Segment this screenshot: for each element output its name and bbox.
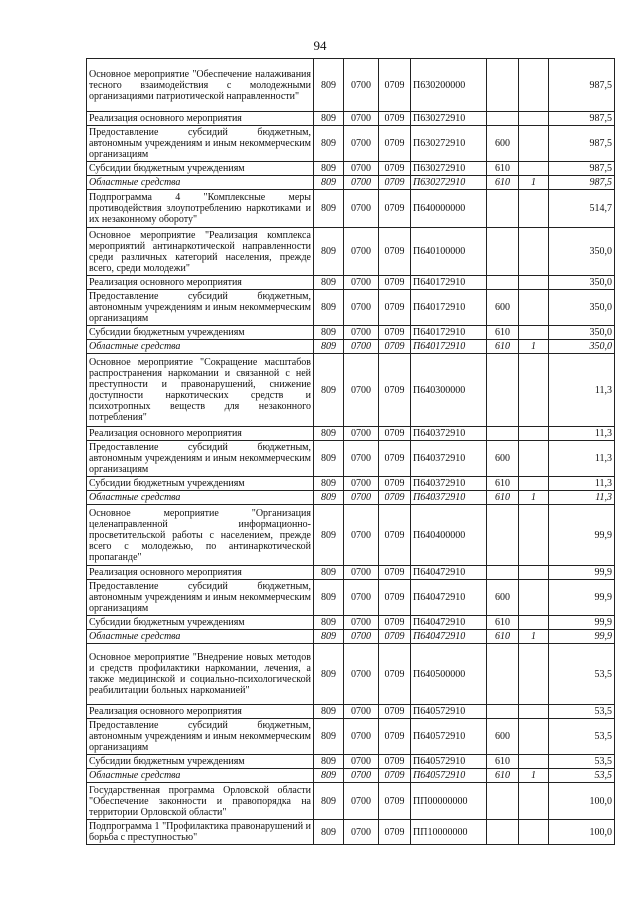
page-number: 94 <box>313 38 327 53</box>
expense-type-code: 610 <box>487 755 519 769</box>
section-code: 0700 <box>344 477 379 491</box>
section-code: 0700 <box>344 616 379 630</box>
funding-code <box>519 112 549 126</box>
target-code: П640572910 <box>411 705 487 719</box>
amount: 53,5 <box>549 769 615 783</box>
expense-type-code <box>487 228 519 276</box>
section-code: 0700 <box>344 769 379 783</box>
row-name: Предоставление субсидий бюджетным, автономным учреждениям и иным некоммерческим организациям <box>87 290 314 326</box>
subsection-code: 0709 <box>379 491 411 505</box>
subsection-code: 0709 <box>379 326 411 340</box>
amount: 99,9 <box>549 616 615 630</box>
target-code: П640172910 <box>411 340 487 354</box>
subsection-code: 0709 <box>379 630 411 644</box>
section-code: 0700 <box>344 340 379 354</box>
admin-code: 809 <box>314 820 344 845</box>
table-row <box>87 491 615 505</box>
target-code: П640472910 <box>411 566 487 580</box>
admin-code: 809 <box>314 290 344 326</box>
table-row <box>87 580 615 616</box>
amount: 99,9 <box>549 566 615 580</box>
funding-code <box>519 566 549 580</box>
row-name: Предоставление субсидий бюджетным, автономным учреждениям и иным некоммерческим организациям <box>87 126 314 162</box>
admin-code: 809 <box>314 441 344 477</box>
amount: 99,9 <box>549 505 615 566</box>
funding-code <box>519 162 549 176</box>
section-code: 0700 <box>344 580 379 616</box>
amount: 350,0 <box>549 228 615 276</box>
subsection-code: 0709 <box>379 126 411 162</box>
admin-code: 809 <box>314 276 344 290</box>
amount: 11,3 <box>549 427 615 441</box>
target-code: П630200000 <box>411 59 487 112</box>
row-name: Основное мероприятие "Организация целенаправленной информационно-просветительской работы с населением, прежде всего с молодежью, по антинаркотической пропаганде" <box>87 505 314 566</box>
table-row <box>87 441 615 477</box>
funding-code <box>519 783 549 820</box>
admin-code: 809 <box>314 326 344 340</box>
target-code: П640572910 <box>411 769 487 783</box>
subsection-code: 0709 <box>379 290 411 326</box>
target-code: П640472910 <box>411 630 487 644</box>
row-name: Субсидии бюджетным учреждениям <box>87 162 314 176</box>
expense-type-code <box>487 783 519 820</box>
expense-type-code <box>487 112 519 126</box>
amount: 99,9 <box>549 580 615 616</box>
table-row <box>87 705 615 719</box>
section-code: 0700 <box>344 630 379 644</box>
admin-code: 809 <box>314 630 344 644</box>
funding-code <box>519 276 549 290</box>
funding-code: 1 <box>519 176 549 190</box>
target-code: П630272910 <box>411 162 487 176</box>
row-name: Областные средства <box>87 340 314 354</box>
section-code: 0700 <box>344 441 379 477</box>
table-row <box>87 477 615 491</box>
expense-type-code: 600 <box>487 290 519 326</box>
amount: 11,3 <box>549 491 615 505</box>
section-code: 0700 <box>344 126 379 162</box>
funding-code <box>519 705 549 719</box>
target-code: П640372910 <box>411 441 487 477</box>
expense-type-code: 610 <box>487 340 519 354</box>
amount: 987,5 <box>549 162 615 176</box>
subsection-code: 0709 <box>379 427 411 441</box>
expense-type-code <box>487 59 519 112</box>
subsection-code: 0709 <box>379 566 411 580</box>
row-name: Областные средства <box>87 630 314 644</box>
table-row <box>87 630 615 644</box>
row-name: Областные средства <box>87 769 314 783</box>
expense-type-code <box>487 190 519 228</box>
table-row <box>87 755 615 769</box>
target-code: П640372910 <box>411 477 487 491</box>
amount: 53,5 <box>549 755 615 769</box>
admin-code: 809 <box>314 580 344 616</box>
funding-code <box>519 427 549 441</box>
target-code: П640372910 <box>411 491 487 505</box>
section-code: 0700 <box>344 112 379 126</box>
funding-code <box>519 228 549 276</box>
amount: 100,0 <box>549 820 615 845</box>
table-row <box>87 616 615 630</box>
table-row <box>87 566 615 580</box>
admin-code: 809 <box>314 190 344 228</box>
section-code: 0700 <box>344 176 379 190</box>
funding-code <box>519 59 549 112</box>
expense-type-code: 610 <box>487 491 519 505</box>
amount: 53,5 <box>549 719 615 755</box>
funding-code: 1 <box>519 769 549 783</box>
funding-code <box>519 820 549 845</box>
row-name: Субсидии бюджетным учреждениям <box>87 477 314 491</box>
target-code: П640472910 <box>411 616 487 630</box>
expense-type-code: 610 <box>487 477 519 491</box>
funding-code <box>519 190 549 228</box>
expense-type-code: 610 <box>487 616 519 630</box>
row-name: Предоставление субсидий бюджетным, автономным учреждениям и иным некоммерческим организациям <box>87 580 314 616</box>
admin-code: 809 <box>314 616 344 630</box>
section-code: 0700 <box>344 427 379 441</box>
amount: 987,5 <box>549 176 615 190</box>
admin-code: 809 <box>314 769 344 783</box>
table-row <box>87 112 615 126</box>
expense-type-code: 610 <box>487 630 519 644</box>
expense-type-code: 610 <box>487 769 519 783</box>
row-name: Субсидии бюджетным учреждениям <box>87 616 314 630</box>
row-name: Подпрограмма 1 "Профилактика правонарушений и борьба с преступностью" <box>87 820 314 845</box>
expense-type-code <box>487 644 519 705</box>
target-code: П640172910 <box>411 326 487 340</box>
target-code: П640572910 <box>411 755 487 769</box>
row-name: Предоставление субсидий бюджетным, автономным учреждениям и иным некоммерческим организациям <box>87 719 314 755</box>
funding-code <box>519 354 549 427</box>
subsection-code: 0709 <box>379 616 411 630</box>
admin-code: 809 <box>314 176 344 190</box>
section-code: 0700 <box>344 505 379 566</box>
admin-code: 809 <box>314 491 344 505</box>
funding-code <box>519 755 549 769</box>
subsection-code: 0709 <box>379 340 411 354</box>
subsection-code: 0709 <box>379 354 411 427</box>
subsection-code: 0709 <box>379 755 411 769</box>
table-row <box>87 126 615 162</box>
funding-code <box>519 580 549 616</box>
row-name: Реализация основного мероприятия <box>87 566 314 580</box>
expense-type-code <box>487 820 519 845</box>
expense-type-code: 610 <box>487 162 519 176</box>
admin-code: 809 <box>314 162 344 176</box>
section-code: 0700 <box>344 162 379 176</box>
subsection-code: 0709 <box>379 719 411 755</box>
admin-code: 809 <box>314 112 344 126</box>
target-code: П640172910 <box>411 276 487 290</box>
table-row <box>87 190 615 228</box>
table-row <box>87 290 615 326</box>
subsection-code: 0709 <box>379 112 411 126</box>
funding-code: 1 <box>519 491 549 505</box>
target-code: П640400000 <box>411 505 487 566</box>
target-code: П640472910 <box>411 580 487 616</box>
funding-code <box>519 616 549 630</box>
expense-type-code <box>487 505 519 566</box>
subsection-code: 0709 <box>379 820 411 845</box>
amount: 350,0 <box>549 326 615 340</box>
amount: 350,0 <box>549 276 615 290</box>
subsection-code: 0709 <box>379 580 411 616</box>
table-row <box>87 276 615 290</box>
admin-code: 809 <box>314 427 344 441</box>
subsection-code: 0709 <box>379 162 411 176</box>
expense-type-code <box>487 354 519 427</box>
amount: 987,5 <box>549 59 615 112</box>
admin-code: 809 <box>314 340 344 354</box>
target-code: ПП00000000 <box>411 783 487 820</box>
amount: 11,3 <box>549 477 615 491</box>
funding-code: 1 <box>519 340 549 354</box>
subsection-code: 0709 <box>379 505 411 566</box>
expense-type-code: 600 <box>487 441 519 477</box>
amount: 350,0 <box>549 290 615 326</box>
section-code: 0700 <box>344 644 379 705</box>
section-code: 0700 <box>344 820 379 845</box>
amount: 11,3 <box>549 354 615 427</box>
row-name: Областные средства <box>87 491 314 505</box>
section-code: 0700 <box>344 491 379 505</box>
expense-type-code: 610 <box>487 326 519 340</box>
target-code: П640372910 <box>411 427 487 441</box>
amount: 514,7 <box>549 190 615 228</box>
subsection-code: 0709 <box>379 705 411 719</box>
expense-type-code: 610 <box>487 176 519 190</box>
funding-code <box>519 441 549 477</box>
subsection-code: 0709 <box>379 477 411 491</box>
admin-code: 809 <box>314 719 344 755</box>
table-row <box>87 340 615 354</box>
section-code: 0700 <box>344 190 379 228</box>
admin-code: 809 <box>314 126 344 162</box>
row-name: Основное мероприятие "Реализация комплекса мероприятий антинаркотической направленности среди различных категорий населения, прежде всего, среди молодежи" <box>87 228 314 276</box>
amount: 53,5 <box>549 644 615 705</box>
subsection-code: 0709 <box>379 228 411 276</box>
section-code: 0700 <box>344 783 379 820</box>
section-code: 0700 <box>344 719 379 755</box>
subsection-code: 0709 <box>379 769 411 783</box>
target-code: П640300000 <box>411 354 487 427</box>
amount: 350,0 <box>549 340 615 354</box>
row-name: Реализация основного мероприятия <box>87 427 314 441</box>
row-name: Основное мероприятие "Сокращение масштабов распространения наркомании и связанной с ней преступности и правонарушений, снижение доступности наркотических средств и психотропных веществ для незаконного потребления" <box>87 354 314 427</box>
target-code: П630272910 <box>411 126 487 162</box>
row-name: Предоставление субсидий бюджетным, автономным учреждениям и иным некоммерческим организациям <box>87 441 314 477</box>
section-code: 0700 <box>344 228 379 276</box>
target-code: П640000000 <box>411 190 487 228</box>
funding-code <box>519 477 549 491</box>
section-code: 0700 <box>344 326 379 340</box>
target-code: П630272910 <box>411 176 487 190</box>
admin-code: 809 <box>314 755 344 769</box>
subsection-code: 0709 <box>379 176 411 190</box>
section-code: 0700 <box>344 276 379 290</box>
amount: 100,0 <box>549 783 615 820</box>
table-row <box>87 354 615 427</box>
admin-code: 809 <box>314 705 344 719</box>
amount: 99,9 <box>549 630 615 644</box>
table-row <box>87 644 615 705</box>
admin-code: 809 <box>314 566 344 580</box>
section-code: 0700 <box>344 755 379 769</box>
subsection-code: 0709 <box>379 644 411 705</box>
row-name: Основное мероприятие "Обеспечение налаживания тесного взаимодействия с молодежными организациями патриотической направленности" <box>87 59 314 112</box>
table-row <box>87 769 615 783</box>
admin-code: 809 <box>314 354 344 427</box>
amount: 987,5 <box>549 112 615 126</box>
section-code: 0700 <box>344 290 379 326</box>
section-code: 0700 <box>344 705 379 719</box>
target-code: П640572910 <box>411 719 487 755</box>
expense-type-code <box>487 566 519 580</box>
admin-code: 809 <box>314 644 344 705</box>
funding-code <box>519 326 549 340</box>
target-code: П630272910 <box>411 112 487 126</box>
row-name: Субсидии бюджетным учреждениям <box>87 755 314 769</box>
amount: 53,5 <box>549 705 615 719</box>
row-name: Реализация основного мероприятия <box>87 705 314 719</box>
row-name: Подпрограмма 4 "Комплексные меры противодействия злоупотреблению наркотиками и их незаконному обороту" <box>87 190 314 228</box>
expense-type-code: 600 <box>487 580 519 616</box>
admin-code: 809 <box>314 477 344 491</box>
table-row <box>87 176 615 190</box>
table-row <box>87 427 615 441</box>
admin-code: 809 <box>314 59 344 112</box>
section-code: 0700 <box>344 566 379 580</box>
target-code: ПП10000000 <box>411 820 487 845</box>
row-name: Реализация основного мероприятия <box>87 112 314 126</box>
row-name: Основное мероприятие "Внедрение новых методов и средств профилактики наркомании, лечения, а также медицинской и социально-психологической реабилитации больных наркоманией" <box>87 644 314 705</box>
admin-code: 809 <box>314 505 344 566</box>
amount: 11,3 <box>549 441 615 477</box>
row-name: Реализация основного мероприятия <box>87 276 314 290</box>
funding-code <box>519 290 549 326</box>
expense-type-code: 600 <box>487 126 519 162</box>
target-code: П640172910 <box>411 290 487 326</box>
funding-code <box>519 644 549 705</box>
budget-table-body <box>87 59 615 845</box>
subsection-code: 0709 <box>379 441 411 477</box>
table-row <box>87 719 615 755</box>
row-name: Субсидии бюджетным учреждениям <box>87 326 314 340</box>
expense-type-code: 600 <box>487 719 519 755</box>
target-code: П640100000 <box>411 228 487 276</box>
funding-code: 1 <box>519 630 549 644</box>
section-code: 0700 <box>344 59 379 112</box>
subsection-code: 0709 <box>379 276 411 290</box>
budget-table <box>86 58 615 845</box>
amount: 987,5 <box>549 126 615 162</box>
subsection-code: 0709 <box>379 190 411 228</box>
table-row <box>87 783 615 820</box>
table-row <box>87 505 615 566</box>
row-name: Областные средства <box>87 176 314 190</box>
table-row <box>87 162 615 176</box>
table-row <box>87 326 615 340</box>
expense-type-code <box>487 276 519 290</box>
admin-code: 809 <box>314 228 344 276</box>
section-code: 0700 <box>344 354 379 427</box>
subsection-code: 0709 <box>379 783 411 820</box>
funding-code <box>519 505 549 566</box>
expense-type-code <box>487 705 519 719</box>
subsection-code: 0709 <box>379 59 411 112</box>
table-row <box>87 820 615 845</box>
table-row <box>87 59 615 112</box>
target-code: П640500000 <box>411 644 487 705</box>
expense-type-code <box>487 427 519 441</box>
funding-code <box>519 126 549 162</box>
table-row <box>87 228 615 276</box>
admin-code: 809 <box>314 783 344 820</box>
row-name: Государственная программа Орловской области "Обеспечение законности и правопорядка на территории Орловской области" <box>87 783 314 820</box>
funding-code <box>519 719 549 755</box>
